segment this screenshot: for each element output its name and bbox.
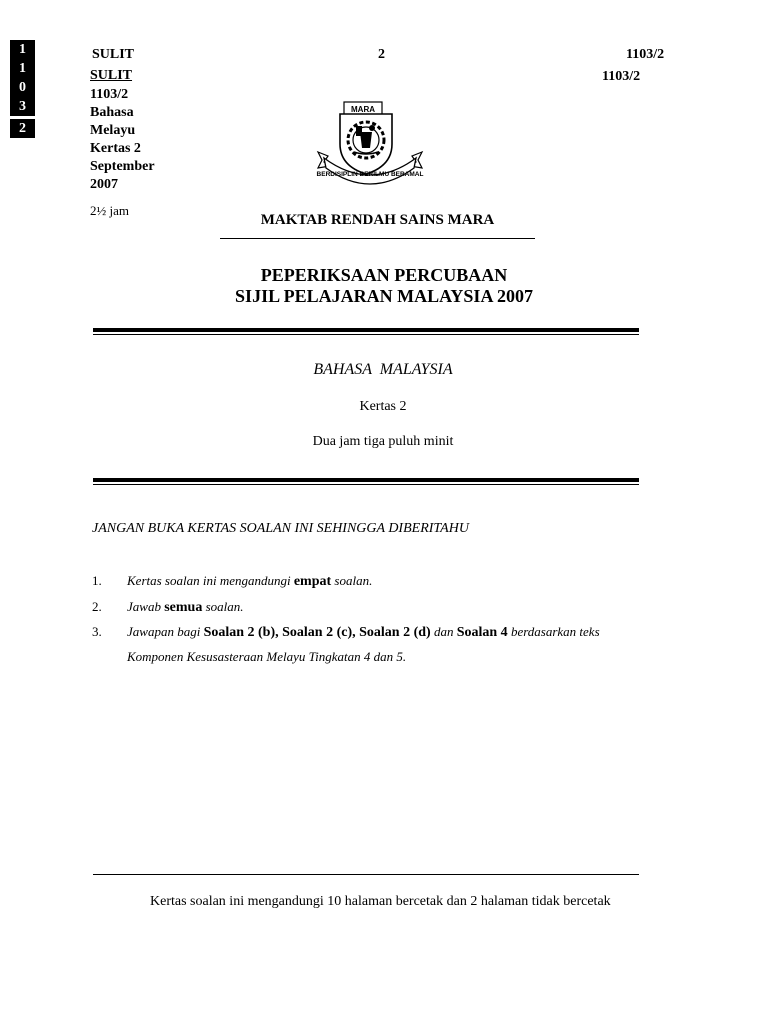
code-digit: 1 bbox=[10, 59, 35, 78]
logo-top-text: MARA bbox=[351, 105, 375, 114]
header-sulit: SULIT bbox=[92, 47, 135, 62]
exam-month: September bbox=[90, 159, 155, 174]
page-number: 2 bbox=[378, 47, 385, 62]
school-name-underline bbox=[220, 238, 535, 239]
paper-code: 1103/2 bbox=[90, 87, 129, 102]
mara-logo bbox=[310, 96, 430, 191]
code-digit: 2 bbox=[10, 119, 35, 138]
warning-text: JANGAN BUKA KERTAS SOALAN INI SEHINGGA DIBERITAHU bbox=[92, 521, 469, 536]
subject-line2: Melayu bbox=[90, 123, 136, 138]
subject-title: BAHASA MALAYSIA bbox=[313, 361, 453, 378]
double-rule-top bbox=[93, 328, 639, 332]
exam-title-line1: PEPERIKSAAN PERCUBAAN bbox=[260, 265, 508, 285]
header-code-2: 1103/2 bbox=[602, 69, 641, 84]
instruction-number: 1. bbox=[92, 573, 102, 588]
instruction-item bbox=[92, 573, 372, 590]
code-digit: 3 bbox=[10, 97, 35, 116]
sulit-underlined: SULIT bbox=[90, 68, 133, 83]
instruction-3-continuation: Komponen Kesusasteraan Melayu Tingkatan 4 dan 5. bbox=[127, 649, 407, 664]
instruction-number: 3. bbox=[92, 624, 102, 639]
instruction-text: Kertas soalan ini mengandungi empat soalan. bbox=[127, 573, 373, 589]
mara-crest-icon bbox=[310, 96, 430, 191]
double-rule-top-thin bbox=[93, 334, 639, 335]
logo-ribbon-text: BERDISIPLIN BERILMU BERAMAL bbox=[316, 171, 424, 178]
code-digit: 0 bbox=[10, 78, 35, 97]
subject-line1: Bahasa bbox=[90, 105, 134, 120]
instruction-number: 2. bbox=[92, 599, 102, 614]
paper-label: Kertas 2 bbox=[359, 399, 407, 414]
instruction-text: Jawab semua soalan. bbox=[127, 599, 244, 615]
header-code: 1103/2 bbox=[626, 47, 665, 62]
instruction-item bbox=[92, 624, 600, 641]
exam-year: 2007 bbox=[90, 177, 118, 192]
exam-title bbox=[0, 265, 768, 307]
subject-code-strip bbox=[10, 40, 35, 138]
instruction-text: Jawapan bagi Soalan 2 (b), Soalan 2 (c), Soalan 2 (d) dan Soalan 4 berdasarkan teks bbox=[127, 624, 600, 640]
instruction-item bbox=[92, 599, 244, 616]
double-rule-bottom bbox=[93, 478, 639, 482]
code-digit: 1 bbox=[10, 40, 35, 59]
exam-title-line2: SIJIL PELAJARAN MALAYSIA 2007 bbox=[235, 286, 533, 306]
duration-words: Dua jam tiga puluh minit bbox=[312, 434, 454, 449]
double-rule-bottom-thin bbox=[93, 484, 639, 485]
footer-rule bbox=[93, 874, 639, 875]
paper-info-block bbox=[90, 86, 155, 194]
duration-short: 2½ jam bbox=[90, 203, 129, 218]
footer-note: Kertas soalan ini mengandungi 10 halaman bercetak dan 2 halaman tidak bercetak bbox=[150, 894, 611, 909]
paper-number: Kertas 2 bbox=[90, 141, 141, 156]
school-name: MAKTAB RENDAH SAINS MARA bbox=[260, 212, 495, 228]
